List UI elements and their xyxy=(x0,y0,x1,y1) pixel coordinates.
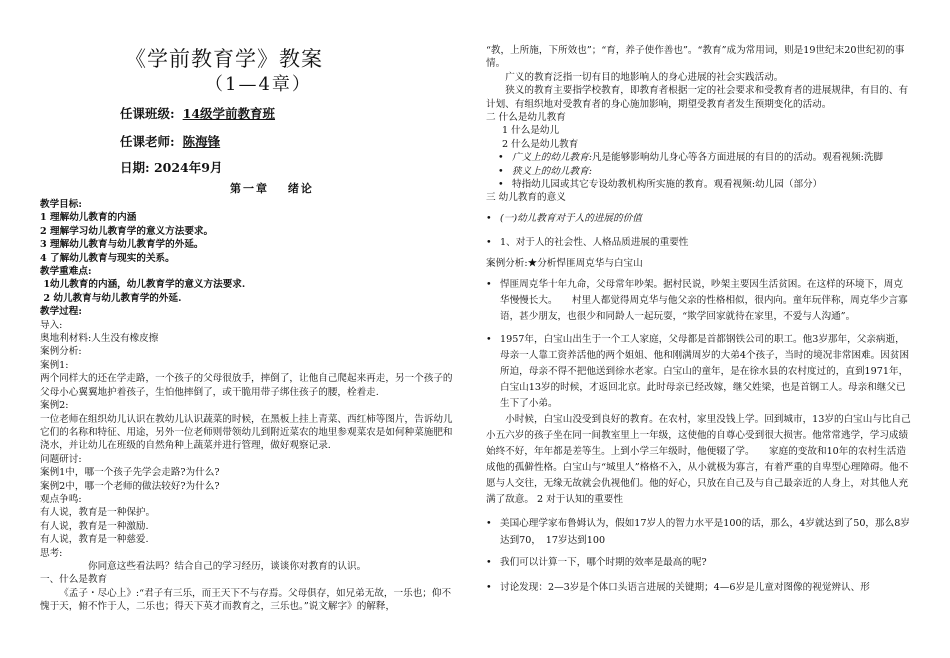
text-line: 有人说，教育是一种激励. xyxy=(40,520,149,532)
text-line: 案例分析: xyxy=(40,346,82,358)
keypoints-heading: 教学重难点: xyxy=(40,266,92,278)
document-subtitle: （1—4章） xyxy=(205,74,312,95)
goal-item: 1 理解幼儿教育的内涵 xyxy=(40,212,137,224)
text-line: 问题研讨: xyxy=(40,453,82,465)
case-analysis-line: 案例分析:★分析悍匪周克华与白宝山 xyxy=(486,257,643,269)
class-value: 14级学前教育班 xyxy=(182,106,276,121)
class-label: 任课班级: xyxy=(120,106,175,121)
date-line: 日期: 2024年9月 xyxy=(120,160,223,175)
text-line: 有人说，教育是一种慈爱. xyxy=(40,534,149,546)
keypoint-item: 2 幼儿教育与幼儿教育学的外延. xyxy=(40,292,182,304)
text-line: 导入: xyxy=(40,319,63,331)
right-column xyxy=(486,44,912,594)
case2-text: 一位老师在组织幼儿认识在教幼儿认识蔬菜的时候，在黑板上挂上青菜、西红柿等图片，告诉幼儿它们的名称和特征、用途，另外一位老师则带领幼儿到附近菜农的地里参观菜农是如何种菜施肥和浇水，并让幼儿在班级的自然角种上蔬菜并进行管理，做好观察记录. xyxy=(40,413,453,452)
process-heading: 教学过程: xyxy=(40,306,82,318)
bullet-item: • 悍匪周克华十年九命，父母常年吵架。据村民说，吵架主要因生活贫困。在这样的环境下，周克华慢慢长大。 村里人都觉得周克华与他父亲的性格相似，很内向。童年玩伴称，周克华少言寡语，甚少朋友，也很少和同龄人一起玩耍，“欺学回家就待在家里，不爱与人沟通”。 xyxy=(486,277,912,325)
paragraph: 小时候，白宝山没受到良好的教育。在农村，家里没钱上学。回到城市，13岁的白宝山与比自己小五六岁的孩子坐在同一间教室里上一年级，这使他的自尊心受到很大损害。他常常逃学，学习成绩始终不好，年年都是差等生。上到小学三年级时，他便辍了学。 家庭的变故和10年的农村生活造成他的孤僻性格。白宝山与“城里人”格格不入，从小就极为寡言，有着严重的自卑型心理障碍。他不愿与人交往，无缘无故就会仇视他们。他的好心，只放在自己及与自己最亲近的人身上，对其他人充满了敌意。 2 对于认知的重要性 xyxy=(486,414,911,506)
goal-item: 2 理解学习幼儿教育学的意义方法要求。 xyxy=(40,225,214,237)
goals-heading: 教学目标: xyxy=(40,199,82,210)
class-info xyxy=(120,106,275,122)
lesson-body xyxy=(40,198,458,614)
text-line: 案例1: xyxy=(40,359,69,371)
bullet-item: • 我们可以计算一下，哪个时期的效率是最高的呢? xyxy=(486,556,912,569)
teacher-label: 任课老师: xyxy=(120,134,175,149)
think-question: 你同意这些看法吗？结合自己的学习经历，谈谈你对教育的认识。 xyxy=(88,560,367,572)
subsection-heading: 2 什么是幼儿教育 xyxy=(502,138,579,150)
paragraph: 狭义的教育主要指学校教育，即教育者根据一定的社会要求和受教育者的进展规律，有目的、有计划、有组织地对受教育者的身心施加影响，期望受教育者发生预期变化的活动。 xyxy=(486,85,909,110)
section-heading: 二 什么是幼儿教育 xyxy=(486,112,566,124)
teacher-info xyxy=(120,134,220,150)
chapter-heading: 第一章 绪论 xyxy=(230,182,314,195)
section-heading: 三 幼儿教育的意义 xyxy=(486,192,566,204)
bullet-item: • 狭义上的幼儿教育: xyxy=(498,165,912,178)
text-line: 案例1中，哪一个孩子先学会走路?为什么? xyxy=(40,467,220,479)
text-line: 案例2中，哪一个老师的做法较好?为什么? xyxy=(40,480,220,492)
bullet-item: • 讨论发现：2—3岁是个体口头语言进展的关键期；4—6岁是儿童对图像的视觉辨认、形 xyxy=(486,581,912,594)
subsection-heading: 1 什么是幼儿 xyxy=(502,125,560,137)
bullet-item: • 特指幼儿园或其它专设幼教机构所实施的教育。观看视频:幼儿园（部分） xyxy=(498,178,912,191)
paragraph: 广义的教育泛指一切有目的地影响人的身心进展的社会实践活动。 xyxy=(505,71,784,83)
bullet-italic-label: 广义上的幼儿教育: xyxy=(512,152,592,164)
keypoint-item: 1幼儿教育的内涵，幼儿教育学的意义方法要求. xyxy=(40,279,246,291)
goal-item: 4 了解幼儿教育与现实的关系。 xyxy=(40,252,175,264)
text-line: 奥地利材料:人生没有橡皮擦 xyxy=(40,333,159,345)
goal-item: 3 理解幼儿教育与幼儿教育学的外延。 xyxy=(40,239,204,251)
teacher-value: 陈海锋 xyxy=(182,134,221,149)
paragraph: “教，上所施，下所效也”；“育，养子使作善也”。“教育”成为常用词，则是19世纪末20世纪初的事情。 xyxy=(486,45,905,70)
bullet-item: • (一)幼儿教育对于人的进展的价值 xyxy=(486,212,912,225)
text-line: 思考: xyxy=(40,547,63,559)
case1-text: 两个同样大的还在学走路，一个孩子的父母很放手，摔倒了，让他自己爬起来再走，另一个孩子的父母小心翼翼地护着孩子，生怕他摔倒了，或干脆用带子绑住孩子的腰，栓着走. xyxy=(40,373,453,398)
bullet-item: • 美国心理学家布鲁姆认为，假如17岁人的智力水平是100的话，那么，4岁就达到了50，那么8岁达到70， 17岁达到100 xyxy=(486,515,912,549)
document-title: 《学前教育学》教案 xyxy=(125,47,323,71)
text-line: 观点争鸣: xyxy=(40,493,82,505)
bullet-item: • 1957年，白宝山出生于一个工人家庭，父母都是首都钢铁公司的职工。他3岁那年，父亲病逝，母亲一人靠工资养活他的两个姐姐、他和刚满周岁的大弟4个孩子，当时的境况非常困难。因贫困所迫，母亲不得不把他送到徐水老家。白宝山的童年，是在徐水县的农村度过的，直到1971年，白宝山13岁的时候，才返回北京。此时母亲已经改嫁，继父姓梁，也是首钢工人。母亲和继父已生下了小弟。 xyxy=(486,332,912,412)
section-heading: 一、什么是教育 xyxy=(40,574,108,586)
bullet-item: • 1、对于人的社会性、人格品质进展的重要性 xyxy=(486,236,912,249)
bullet-item xyxy=(498,151,912,164)
case2-label: 案例2: xyxy=(40,400,69,412)
text-line: 有人说，教育是一种保护。 xyxy=(40,507,156,519)
mencius-quote: 《孟子・尽心上》:“君子有三乐，而王天下不与存焉。父母俱存，如兄弟无故，一乐也；仰不愧于天，俯不怍于人，二乐也；得天下英才而教育之，三乐也。”说文解字》的解释， xyxy=(40,587,452,613)
bullet-text: 凡是能够影响幼儿身心等各方面进展的有目的的活动。观看视频:洗脚 xyxy=(591,152,884,164)
